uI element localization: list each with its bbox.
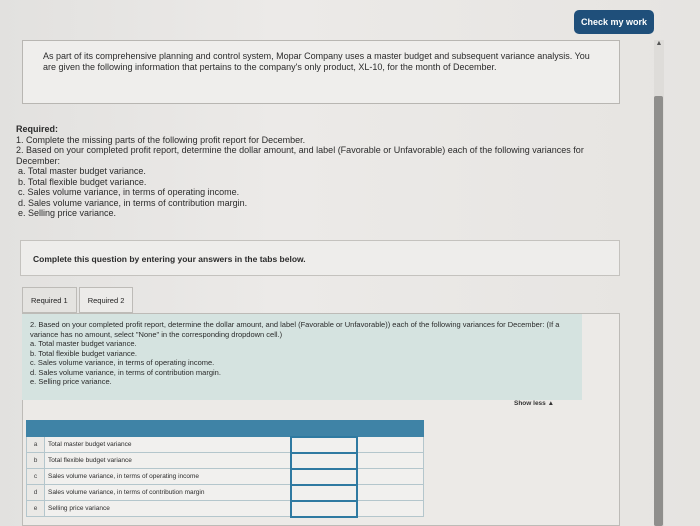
instructions-box: [22, 314, 582, 400]
instructions-item-b: b. Total flexible budget variance.: [30, 348, 138, 358]
table-header-cell: [357, 421, 423, 437]
required-item-d: d. Sales volume variance, in terms of contribution margin.: [18, 197, 248, 208]
row-label: Total flexible budget variance: [45, 453, 292, 469]
row-label: Selling price variance: [45, 501, 292, 517]
scroll-up-arrow-icon[interactable]: ▲: [655, 40, 663, 47]
instructions-line-1: 2. Based on your completed profit report, determine the dollar amount, and label (Favorable or Unfavorable)) each of the following variances for December: (If a variance has no amount, select "None" in the corresponding dropdown cell.): [30, 320, 560, 339]
instructions-item-e: e. Selling price variance.: [30, 377, 112, 386]
instructions-item-c: c. Sales volume variance, in terms of operating income.: [30, 358, 215, 367]
amount-input[interactable]: [291, 469, 357, 485]
row-letter: a: [27, 437, 45, 453]
table-row: [27, 437, 424, 453]
required-item-c: c. Sales volume variance, in terms of operating income.: [18, 187, 240, 197]
row-letter: c: [27, 469, 45, 485]
row-label: Total master budget variance: [45, 437, 292, 453]
required-section: [16, 124, 626, 219]
row-label: Sales volume variance, in terms of operating income: [45, 469, 292, 485]
row-label: Sales volume variance, in terms of contribution margin: [45, 485, 292, 501]
favorable-dropdown[interactable]: [357, 453, 423, 469]
instructions-item-a: a. Total master budget variance.: [30, 339, 137, 348]
required-title: Required:: [16, 124, 59, 134]
amount-input[interactable]: [291, 453, 357, 469]
favorable-dropdown[interactable]: [357, 469, 423, 485]
scrollbar-thumb[interactable]: [654, 96, 663, 526]
intro-text: As part of its comprehensive planning and control system, Mopar Company uses a master budget and subsequent variance analysis. You are given the following information that pertains to the company's only product, XL-10, for the month of December.: [43, 51, 590, 72]
instructions-item-d: d. Sales volume variance, in terms of contribution margin.: [30, 367, 221, 377]
row-letter: b: [27, 453, 45, 469]
required-line-2: 2. Based on your completed profit report, determine the dollar amount, and label (Favorable or Unfavorable) each of the following variances for December:: [16, 145, 584, 166]
amount-input[interactable]: [291, 437, 357, 453]
required-line-1: 1. Complete the missing parts of the following profit report for December.: [16, 134, 306, 145]
table-header-cell: [27, 421, 292, 437]
table-row: [27, 501, 424, 517]
required-item-a: a. Total master budget variance.: [18, 166, 146, 176]
table-row: [27, 453, 424, 469]
tab-bar: [22, 287, 135, 313]
complete-instruction-text: Complete this question by entering your answers in the tabs below.: [33, 254, 306, 264]
favorable-dropdown[interactable]: [357, 437, 423, 453]
complete-instruction-box: [20, 240, 620, 276]
tab-required-1[interactable]: Required 1: [22, 287, 77, 313]
amount-input[interactable]: [291, 501, 357, 517]
variance-table: [26, 420, 424, 518]
required-item-b: b. Total flexible budget variance.: [18, 176, 147, 187]
favorable-dropdown[interactable]: [357, 501, 423, 517]
amount-input[interactable]: [291, 485, 357, 501]
intro-box: [22, 40, 620, 104]
tab-required-2[interactable]: Required 2: [79, 287, 134, 313]
table-row: [27, 485, 424, 501]
table-header-cell: [291, 421, 357, 437]
table-row: [27, 469, 424, 485]
show-less-link[interactable]: Show less ▲: [514, 400, 555, 407]
favorable-dropdown[interactable]: [357, 485, 423, 501]
required-item-e: e. Selling price variance.: [18, 208, 117, 218]
table-header-row: [27, 421, 424, 437]
check-my-work-button[interactable]: Check my work: [574, 10, 654, 34]
row-letter: e: [27, 501, 45, 517]
row-letter: d: [27, 485, 45, 501]
